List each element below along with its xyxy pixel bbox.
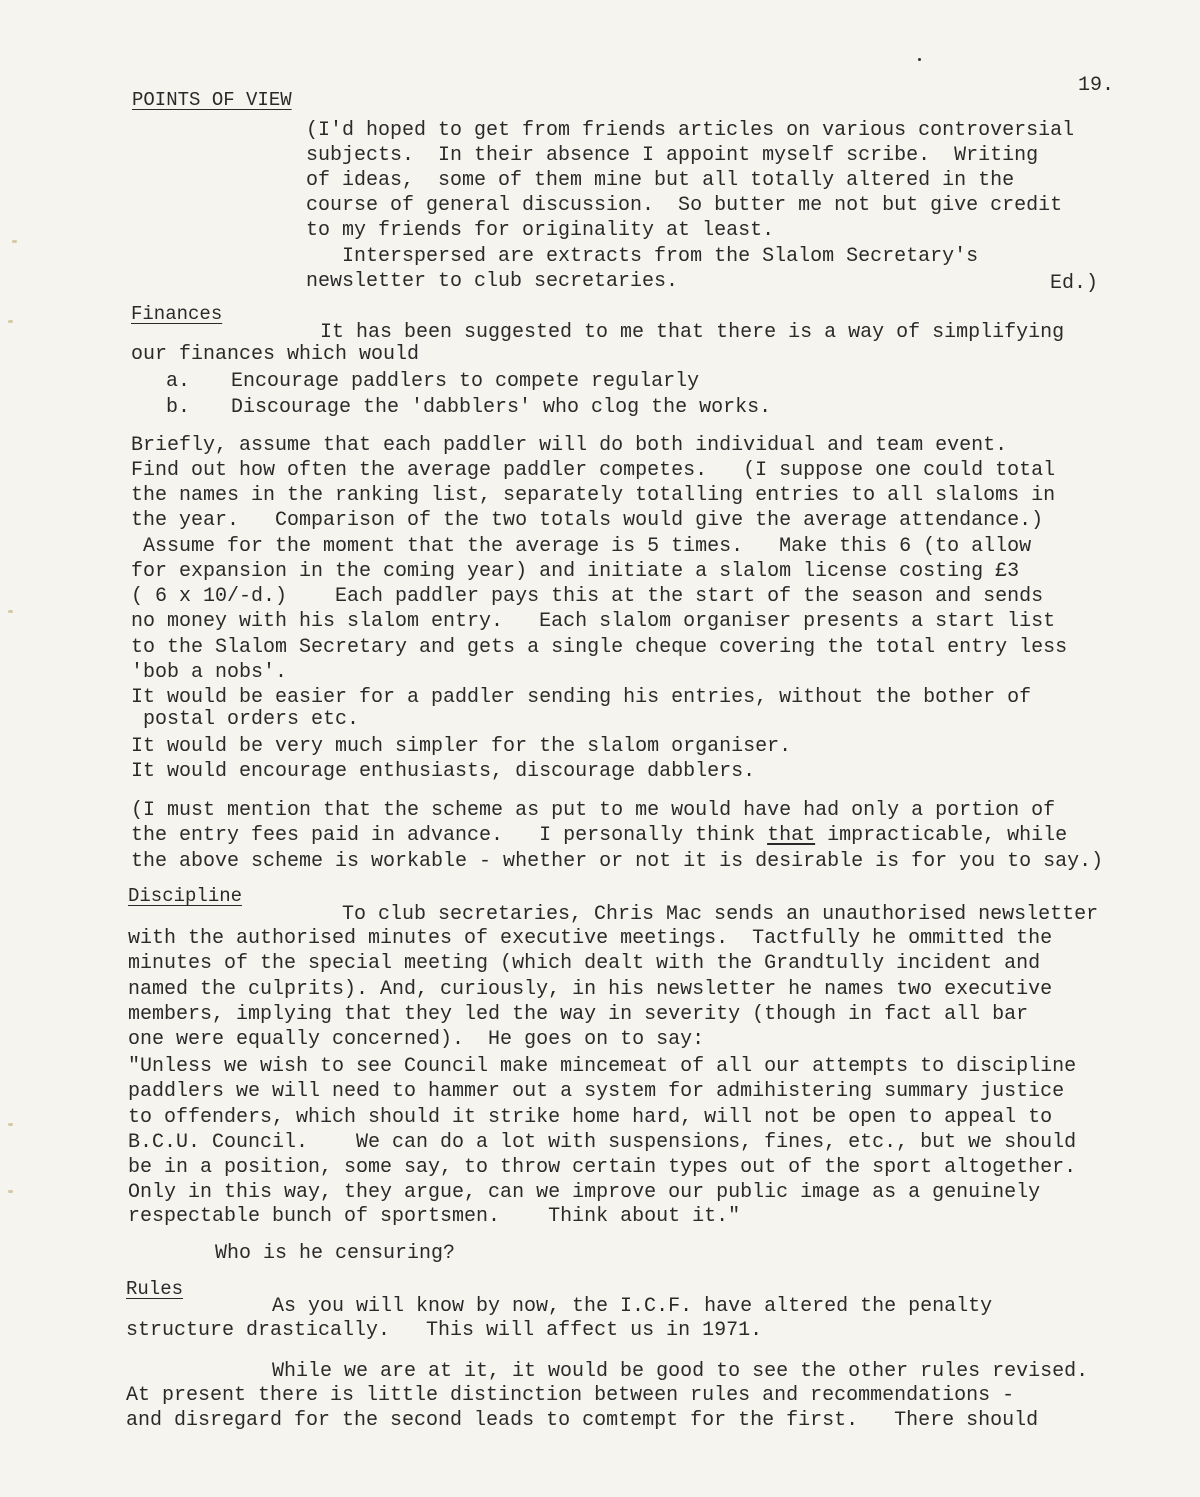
list-marker: a.	[166, 370, 191, 393]
rules-line: structure drastically. This will affect us in 1971.	[126, 1319, 763, 1342]
intro-line: of ideas, some of them mine but all totally altered in the	[306, 169, 1015, 192]
discipline-line: respectable bunch of sportsmen. Think about it."	[128, 1205, 741, 1228]
margin-mark	[8, 1190, 13, 1193]
speck-mark	[918, 58, 921, 61]
finances-paragraph-line: no money with his slalom entry. Each slalom organiser presents a start list	[131, 610, 1056, 633]
finances-paragraph-line: It would encourage enthusiasts, discourage dabblers.	[131, 760, 756, 783]
finances-paragraph-line: the names in the ranking list, separately totalling entries to all slaloms in	[131, 484, 1056, 507]
page-number: 19.	[1078, 74, 1115, 97]
list-marker: b.	[166, 396, 191, 419]
discipline-line: one were equally concerned). He goes on to say:	[128, 1028, 705, 1051]
intro-line: Interspersed are extracts from the Slalom Secretary's	[306, 245, 979, 268]
finances-paragraph-line: Briefly, assume that each paddler will do both individual and team event.	[131, 434, 1008, 457]
rules-paragraph-line: At present there is little distinction between rules and recommendations -	[126, 1384, 1015, 1407]
finances-paragraph-line: It would be easier for a paddler sending his entries, without the bother of	[131, 686, 1032, 709]
discipline-line: Only in this way, they argue, can we improve our public image as a genuinely	[128, 1181, 1041, 1204]
discipline-line: named the culprits). And, curiously, in his newsletter he names two executive	[128, 978, 1053, 1001]
intro-line: course of general discussion. So butter me not but give credit	[306, 194, 1063, 217]
rules-heading: Rules	[126, 1278, 184, 1300]
finances-paragraph-line: Assume for the moment that the average is 5 times. Make this 6 (to allow	[131, 535, 1032, 558]
discipline-line: paddlers we will need to hammer out a system for admihistering summary justice	[128, 1080, 1065, 1103]
intro-line: to my friends for originality at least.	[306, 219, 775, 242]
discipline-line: To club secretaries, Chris Mac sends an unauthorised newsletter	[342, 903, 1099, 926]
list-item: Discourage the 'dabblers' who clog the works.	[231, 396, 772, 419]
finances-paragraph-line: postal orders etc.	[131, 708, 360, 731]
discipline-question: Who is he censuring?	[215, 1242, 456, 1265]
discipline-line: minutes of the special meeting (which dealt with the Grandtully incident and	[128, 952, 1041, 975]
finances-paragraph-line: It would be very much simpler for the slalom organiser.	[131, 735, 792, 758]
finances-paragraph-line: for expansion in the coming year) and initiate a slalom license costing £3	[131, 560, 1020, 583]
finances-paragraph-line: ( 6 x 10/-d.) Each paddler pays this at the start of the season and sends	[131, 585, 1044, 608]
intro-line: (I'd hoped to get from friends articles on various controversial	[306, 119, 1075, 142]
finances-paragraph-line: Find out how often the average paddler competes. (I suppose one could total	[131, 459, 1056, 482]
rules-line: As you will know by now, the I.C.F. have altered the penalty	[272, 1295, 993, 1318]
note-text: the entry fees paid in advance. I personally think	[131, 824, 768, 847]
finances-note-line	[131, 824, 1067, 848]
discipline-line: B.C.U. Council. We can do a lot with suspensions, fines, etc., but we should	[128, 1131, 1077, 1154]
discipline-line: to offenders, which should it strike home hard, will not be open to appeal to	[128, 1106, 1053, 1129]
finances-paragraph-line: the year. Comparison of the two totals would give the average attendance.)	[131, 509, 1044, 532]
finances-line: our finances which would	[131, 343, 420, 366]
finances-note-line: the above scheme is workable - whether or not it is desirable is for you to say.)	[131, 850, 1104, 873]
margin-mark	[8, 1123, 13, 1126]
margin-mark	[8, 320, 13, 323]
discipline-line: "Unless we wish to see Council make mincemeat of all our attempts to discipline	[128, 1055, 1077, 1078]
discipline-heading: Discipline	[128, 885, 243, 907]
finances-heading: Finances	[131, 303, 223, 325]
intro-line: newsletter to club secretaries.	[306, 270, 679, 293]
page-title: POINTS OF VIEW	[132, 89, 292, 111]
discipline-line: with the authorised minutes of executive meetings. Tactfully he ommitted the	[128, 927, 1053, 950]
intro-signoff: Ed.)	[1050, 272, 1099, 295]
finances-line: It has been suggested to me that there is a way of simplifying	[320, 321, 1065, 344]
rules-paragraph-line: and disregard for the second leads to comtempt for the first. There should	[126, 1409, 1039, 1432]
note-text: impracticable, while	[815, 824, 1068, 847]
rules-paragraph-line: While we are at it, it would be good to see the other rules revised.	[272, 1360, 1089, 1383]
intro-line: subjects. In their absence I appoint myself scribe. Writing	[306, 144, 1039, 167]
margin-mark	[12, 240, 17, 243]
discipline-line: members, implying that they led the way in severity (though in fact all bar	[128, 1003, 1029, 1026]
finances-note-line: (I must mention that the scheme as put to me would have had only a portion of	[131, 799, 1056, 822]
list-item: Encourage paddlers to compete regularly	[231, 370, 700, 393]
finances-paragraph-line: to the Slalom Secretary and gets a single cheque covering the total entry less	[131, 636, 1068, 659]
underlined-word: that	[767, 824, 816, 847]
margin-mark	[8, 610, 13, 613]
finances-paragraph-line: 'bob a nobs'.	[131, 661, 288, 684]
discipline-line: be in a position, some say, to throw certain types out of the sport altogether.	[128, 1156, 1077, 1179]
